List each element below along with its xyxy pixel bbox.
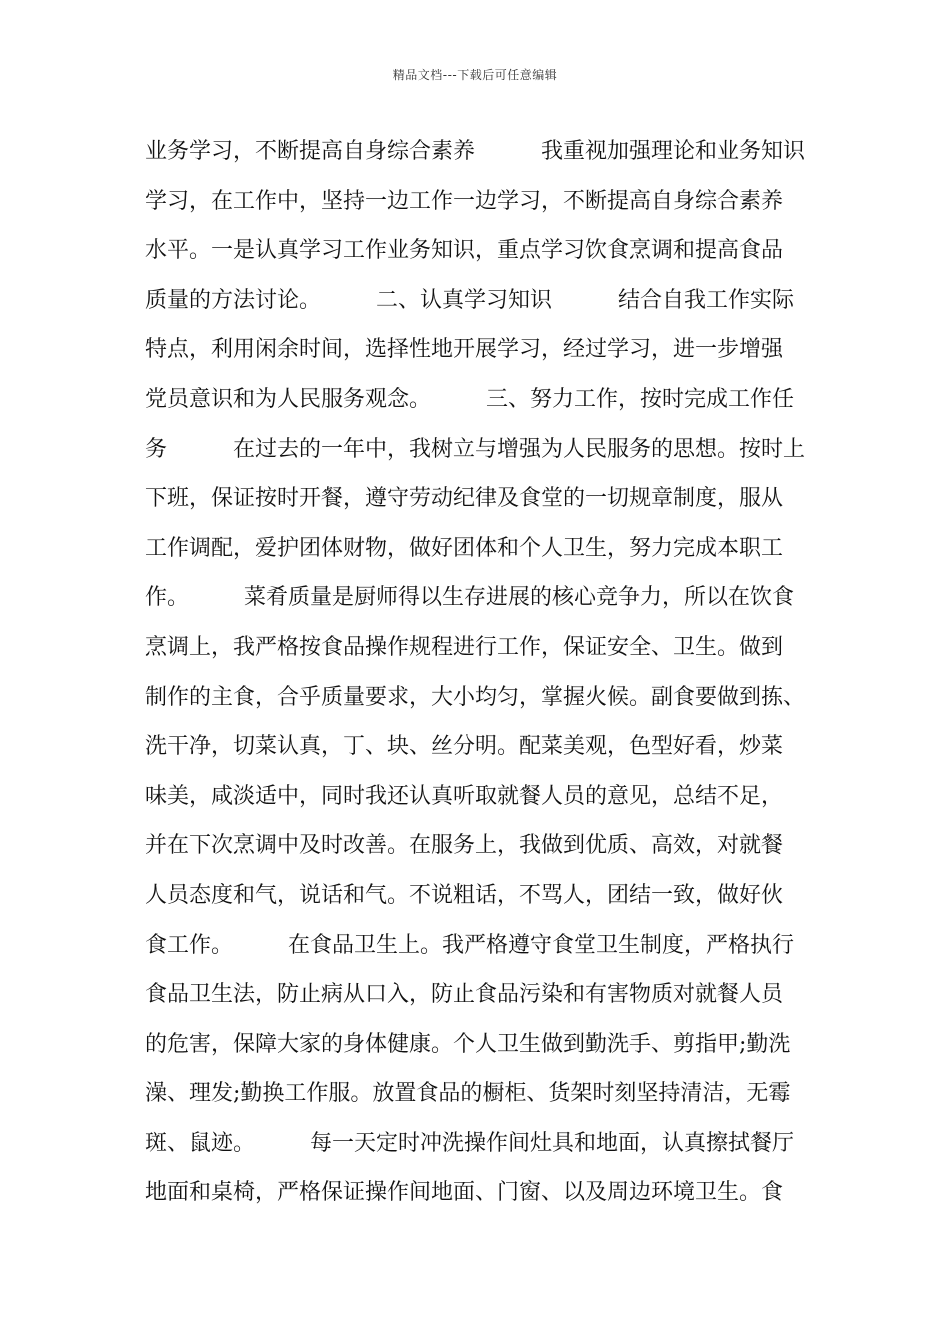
body-line-17: 食工作。 在食品卫生上。我严格遵守食堂卫生制度，严格执行 — [145, 932, 795, 958]
body-line-12: 制作的主食，合乎质量要求，大小均匀，掌握火候。副食要做到拣、 — [145, 684, 806, 710]
body-line-14: 味美，咸淡适中，同时我还认真听取就餐人员的意见，总结不足， — [145, 783, 784, 809]
body-line-15: 并在下次烹调中及时改善。在服务上，我做到优质、高效，对就餐 — [145, 833, 784, 859]
body-line-21: 斑、鼠迹。 每一天定时冲洗操作间灶具和地面，认真擦拭餐厅 — [145, 1130, 795, 1156]
body-line-7: 务 在过去的一年中，我树立与增强为人民服务的思想。按时上 — [145, 436, 806, 462]
body-line-2: 学习，在工作中，坚持一边工作一边学习，不断提高自身综合素养 — [145, 188, 784, 214]
body-line-1: 业务学习，不断提高自身综合素养 我重视加强理论和业务知识 — [145, 139, 806, 164]
body-line-4: 质量的方法讨论。 二、认真学习知识 结合自我工作实际 — [145, 287, 795, 313]
body-line-22: 地面和桌椅，严格保证操作间地面、门窗、以及周边环境卫生。食 — [145, 1180, 784, 1206]
body-line-6: 党员意识和为人民服务观念。 三、努力工作，按时完成工作任 — [145, 386, 795, 412]
body-line-19: 的危害，保障大家的身体健康。个人卫生做到勤洗手、剪指甲;勤洗 — [145, 1031, 791, 1057]
body-line-10: 作。 菜肴质量是厨师得以生存进展的核心竞争力，所以在饮食 — [145, 585, 795, 611]
page-header: 精品文档---下载后可任意编辑 — [392, 68, 558, 82]
body-line-8: 下班，保证按时开餐，遵守劳动纪律及食堂的一切规章制度，服从 — [145, 486, 784, 512]
body-line-18: 食品卫生法，防止病从口入，防止食品污染和有害物质对就餐人员 — [145, 982, 784, 1008]
body-line-5: 特点，利用闲余时间，选择性地开展学习，经过学习，进一步增强 — [145, 337, 784, 363]
body-line-11: 烹调上，我严格按食品操作规程进行工作，保证安全、卫生。做到 — [145, 634, 784, 660]
body-line-3: 水平。一是认真学习工作业务知识，重点学习饮食烹调和提高食品 — [145, 238, 784, 264]
body-line-20: 澡、理发;勤换工作服。放置食品的橱柜、货架时刻坚持清洁，无霉 — [145, 1081, 791, 1107]
body-line-16: 人员态度和气，说话和气。不说粗话，不骂人，团结一致，做好伙 — [145, 882, 784, 908]
body-line-13: 洗干净，切菜认真，丁、块、丝分明。配菜美观，色型好看，炒菜 — [145, 734, 784, 760]
document-body — [145, 132, 835, 1223]
body-line-9: 工作调配，爱护团体财物，做好团体和个人卫生，努力完成本职工 — [145, 535, 784, 561]
